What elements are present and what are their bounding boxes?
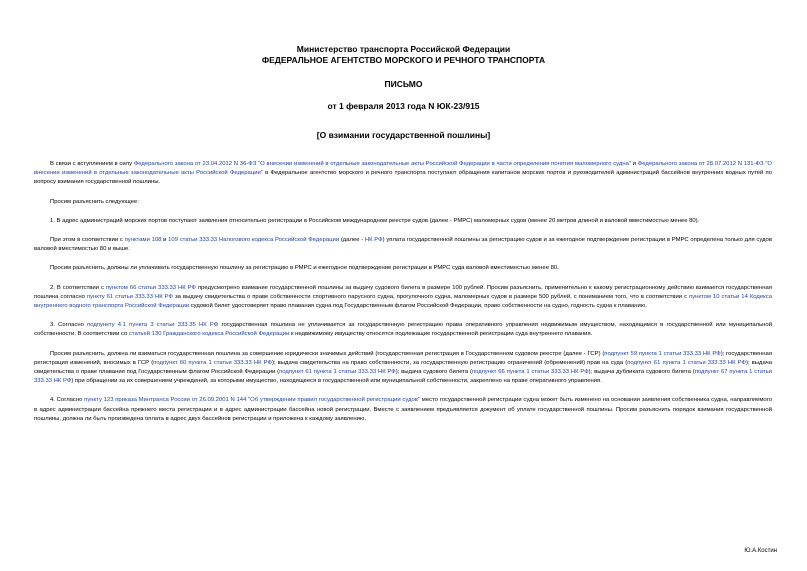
nk-rf-61a-link[interactable]: подпункт 61 пункта 1 статьи 333.33 НК РФ	[627, 359, 746, 366]
water-transport-code-link[interactable]: пунктом 10 статьи 14 Кодекса внутреннего водного транспорта Российской Федерации	[34, 293, 772, 310]
nk-rf-61b-link[interactable]: подпункт 61 пункта 1 статьи 333.33 НК РФ	[279, 369, 396, 376]
paragraph-item-3-question: Просим разъяснить, должна ли взиматься государственная пошлина за совершение юридически значимых действий (государственная регистрация в Государственном судовом реестре (далее - ГСР) (подпункт 59 пункта 1 статьи 333.33 НК РФ); государственная регистрация изменений, вносимых в ГСР (подпункт 60 пункта 1 статьи 333.33 НК РФ); выдача свидетельства на право собственности, за государственную регистрацию ограничений (обременений) прав на суда (подпункт 61 пункта 1 статьи 333.33 НК РФ); выдача свидетельства о праве плавания под Государственным флагом Российской Федерации (подпункт 61 пункта 1 статьи 333.33 НК РФ); выдача судового билета (подпункт 66 пункта 1 статьи 333.33 НК РФ); выдача дубликата судового билета (подпункт 67 пункта 1 статьи 333.33 НК РФ) при обращении за их совершением учреждений, за которыми имущество, находящееся в государственной или муниципальной собственности, закреплено на праве оперативного управления.	[34, 350, 772, 385]
law-131-fz-link[interactable]: Федерального закона от 28.07.2012 N 131-ФЗ "О внесении изменений в отдельные законодательные акты Российской Федерации"	[34, 161, 773, 177]
tax-code-108-link[interactable]: пунктами 108	[124, 237, 162, 244]
nk-rf-67-link[interactable]: подпункт 67 пункта 1 статьи 333.33 НК РФ	[34, 369, 772, 385]
signature: Ю.А.Костин	[744, 548, 777, 554]
paragraph-item-1: 1. В адрес администраций морских портов поступают заявления относительно регистрации в Российском международном реестре судов (далее - РМРС) маломерных судов (менее 20 метров длиной и валовой вместимостью менее 80).	[50, 217, 700, 224]
law-36-fz-link[interactable]: Федерального закона от 23.04.2012 N 36-ФЗ "О внесении изменений в отдельные законодательные акты Российской Федерации в части определения понятия маломерного судна"	[133, 161, 631, 167]
nk-rf-66-link[interactable]: пунктом 66 статьи 333.33 НК РФ	[105, 284, 196, 291]
paragraph-intro: В связи с вступлением в силу Федерального закона от 23.04.2012 N 36-ФЗ "О внесении изменений в отдельные законодательные акты Российской Федерации в части определения понятия маломерного судна" и Федерального закона от 28.07.2012 N 131-ФЗ "О внесении изменений в отдельные законодательные акты Российской Федерации" в Федеральное агентство морского и речного транспорта поступают обращения капитанов морских портов и руководителей администраций бассейнов внутренних водных путей по вопросу взимания государственной пошлины.	[34, 161, 773, 186]
ministry-title: Министерство транспорта Российской Федерации	[296, 44, 511, 54]
nk-rf-60-link[interactable]: подпункт 60 пункта 1 статьи 333.33 НК РФ	[153, 359, 272, 366]
document-subject: [О взимании государственной пошлины]	[316, 130, 491, 140]
paragraph-item-1-question: Просим разъяснить, должны ли уплачивать государственную пошлину за регистрацию в РМРС и ежегодное подтверждение регистрации в РМРС суда валовой вместимостью менее 80.	[50, 265, 559, 272]
order-144-link[interactable]: пункту 123 приказа Минтранса России от 26.09.2001 N 144 "Об утверждении правил государственной регистрации судов"	[84, 397, 421, 404]
paragraph-request: Просим разъяснить следующее:	[50, 198, 139, 205]
nk-rf-59-link[interactable]: подпункт 59 пункта 1 статьи 333.33 НК РФ	[604, 350, 721, 357]
nk-rf-61-link[interactable]: пункту 61 статьи 333.33 НК РФ	[86, 293, 173, 300]
paragraph-item-3: 3. Согласно подпункту 4.1 пункта 3 статьи 333.35 НК РФ государственная пошлина не уплачивается за государственную регистрацию права оперативного управления недвижимым имуществом, находящимся в государственной или муниципальной собственности. В соответствии со статьей 130 Гражданского кодекса Российской Федерации к недвижимому имуществу относятся подлежащие государственной регистрации суда внутреннего плавания.	[34, 322, 772, 338]
nk-rf-333-35-link[interactable]: подпункту 4.1 пункта 3 статьи 333.35 НК РФ	[87, 322, 219, 329]
agency-title: ФЕДЕРАЛЬНОЕ АГЕНТСТВО МОРСКОГО И РЕЧНОГО ТРАНСПОРТА	[261, 55, 546, 65]
document-type: ПИСЬМО	[384, 79, 423, 89]
paragraph-item-2: 2. В соответствии с пунктом 66 статьи 333.33 НК РФ предусмотрено взимание государственной пошлины за выдачу судового билета в размере 100 рублей. Просим разъяснить, применительно к какому регистрационному действию взимается государственная пошлина согласно пункту 61 статьи 333.33 НК РФ за выдачу свидетельства о праве собственности спортивного парусного судна, прогулочного судна, маломерных судов в размере 500 рублей, с пониманием того, что в соответствии с пунктом 10 статьи 14 Кодекса внутреннего водного транспорта Российской Федерации судовой билет удостоверяет право плавания судна под Государственным флагом Российской Федерации, право собственности на судно, годность судна к плаванию.	[34, 284, 772, 310]
nk-rf-link[interactable]: НК РФ	[364, 237, 383, 244]
paragraph-item-4: 4. Согласно пункту 123 приказа Минтранса России от 26.09.2001 N 144 "Об утверждении правил государственной регистрации судов" место государственной регистрации судна может быть изменено на основании заявления собственника судна, направляемого в адрес администрации бассейна прежнего места регистрации и в адрес администрации бассейна новой регистрации. Вместе с заявлением предъявляется документ об уплате государственной пошлины. Просим разъяснить порядок взимания государственной пошлины, должна ли быть произведена оплата в адрес двух бассейнов регистрации и приложена к каждому заявлению.	[34, 397, 772, 422]
paragraph-item-1-detail: При этом в соответствии с пунктами 108 и 109 статьи 333.33 Налогового кодекса Российской Федерации (далее - НК РФ) уплата государственной пошлины за регистрацию судов и за ежегодное подтверждение регистрации в РМРС определена только для судов валовой вместимостью 80 и выше.	[34, 237, 772, 253]
civil-code-130-link[interactable]: статьей 130 Гражданского кодекса Российской Федерации	[128, 331, 290, 338]
tax-code-109-link[interactable]: 109 статьи 333.33 Налогового кодекса Российской Федерации	[168, 237, 340, 244]
document-body	[34, 160, 772, 434]
nk-rf-66b-link[interactable]: подпункт 66 пункта 1 статьи 333.33 НК РФ	[471, 369, 589, 376]
document-date-number: от 1 февраля 2013 года N ЮК-23/915	[327, 101, 480, 111]
